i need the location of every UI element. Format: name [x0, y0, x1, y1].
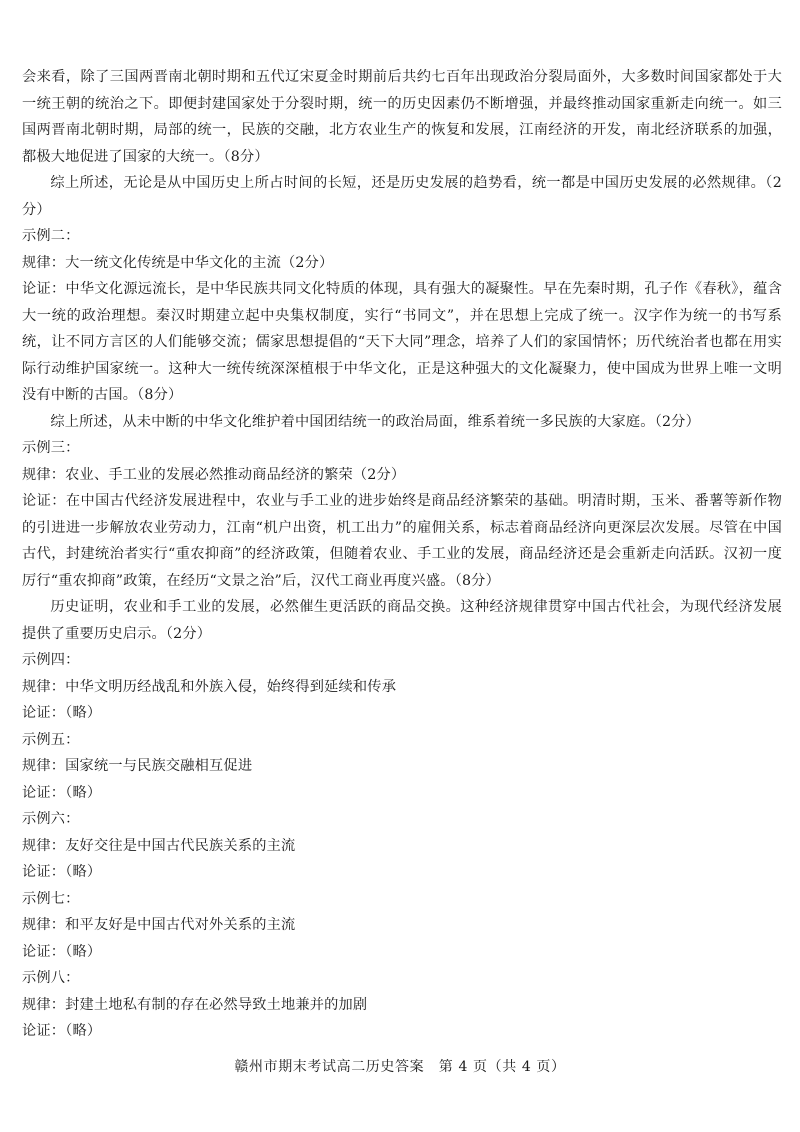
example-8-rule: 规律：封建土地私有制的存在必然导致土地兼并的加剧	[22, 996, 368, 1013]
example-6-argument: 论证：（略）	[22, 864, 102, 880]
example-7-heading: 示例七：	[22, 890, 80, 907]
example-2-conclusion: 综上所述，从未中断的中华文化维护着中国团结统一的政治局面，维系着统一多民族的大家庭。（2分）	[50, 413, 700, 430]
example-6-heading: 示例六：	[22, 811, 80, 827]
example-2-rule: 规律：大一统文化传统是中华文化的主流（2分）	[22, 254, 334, 271]
example-5-argument: 论证：（略）	[22, 784, 102, 801]
example-5-heading: 示例五：	[22, 731, 80, 748]
example-3-rule: 规律：农业、手工业的发展必然推动商品经济的繁荣（2分）	[22, 466, 406, 483]
paragraph-unity-argument-body: 会来看，除了三国两晋南北朝时期和五代辽宋夏金时期前后共约七百年出现政治分裂局面外，大多数时间国家都处于大一统王朝的统治之下。即便封建国家处于分裂时期，统一的历史因素仍不断增强，并最终推动国家重新走向统一。如三国两晋南北朝时期，局部的统一，民族的交融，北方农业生产的恢复和发展，江南经济的开发，南北经济联系的加强，都极大地促进了国家的大统一。（8分）	[22, 69, 782, 165]
paragraph-unity-conclusion: 综上所述，无论是从中国历史上所占时间的长短，还是历史发展的趋势看，统一都是中国历史发展的必然规律。（2分）	[22, 175, 782, 218]
example-4-argument: 论证：（略）	[22, 705, 102, 721]
answer-content	[22, 64, 782, 1045]
example-6-rule: 规律：友好交往是中国古代民族关系的主流	[22, 837, 296, 854]
example-2-argument: 论证：中华文化源远流长，是中华民族共同文化特质的体现，具有强大的凝聚性。早在先秦时期，孔子作《春秋》，蕴含大一统的政治理想。秦汉时期建立起中央集权制度，实行“书同文”，并在思想上完成了统一。汉字作为统一的书写系统，让不同方言区的人们能够交流；儒家思想提倡的“天下大同”理念，培养了人们的家国情怀；历代统治者也都在用实际行动维护国家统一。这种大一统传统深深植根于中华文化，正是这种强大的文化凝聚力，使中国成为世界上唯一文明没有中断的古国。（8分）	[22, 281, 782, 403]
example-2-heading: 示例二：	[22, 228, 80, 244]
example-3-argument: 论证：在中国古代经济发展进程中，农业与手工业的进步始终是商品经济繁荣的基础。明清时期，玉米、番薯等新作物的引进进一步解放农业劳动力，江南“机户出资，机工出力”的雇佣关系，标志着商品经济向更深层次发展。尽管在中国古代，封建统治者实行“重农抑商”的经济政策，但随着农业、手工业的发展，商品经济还是会重新走向活跃。汉初一度厉行“重农抑商”政策，在经历“文景之治”后，汉代工商业再度兴盛。（8分）	[22, 493, 782, 589]
example-4-heading: 示例四：	[22, 652, 80, 668]
example-3-heading: 示例三：	[22, 440, 80, 456]
example-7-rule: 规律：和平友好是中国古代对外关系的主流	[22, 917, 296, 933]
example-8-heading: 示例八：	[22, 970, 80, 986]
example-5-rule: 规律：国家统一与民族交融相互促进	[22, 758, 253, 774]
example-8-argument: 论证：（略）	[22, 1023, 102, 1039]
page-footer: 赣州市期末考试高二历史答案 第 4 页（共 4 页）	[234, 1059, 566, 1075]
example-3-conclusion: 历史证明，农业和手工业的发展，必然催生更活跃的商品交换。这种经济规律贯穿中国古代社会，为现代经济发展提供了重要历史启示。（2分）	[22, 599, 782, 642]
example-7-argument: 论证：（略）	[22, 943, 102, 960]
example-4-rule: 规律：中华文明历经战乱和外族入侵，始终得到延续和传承	[22, 678, 397, 695]
